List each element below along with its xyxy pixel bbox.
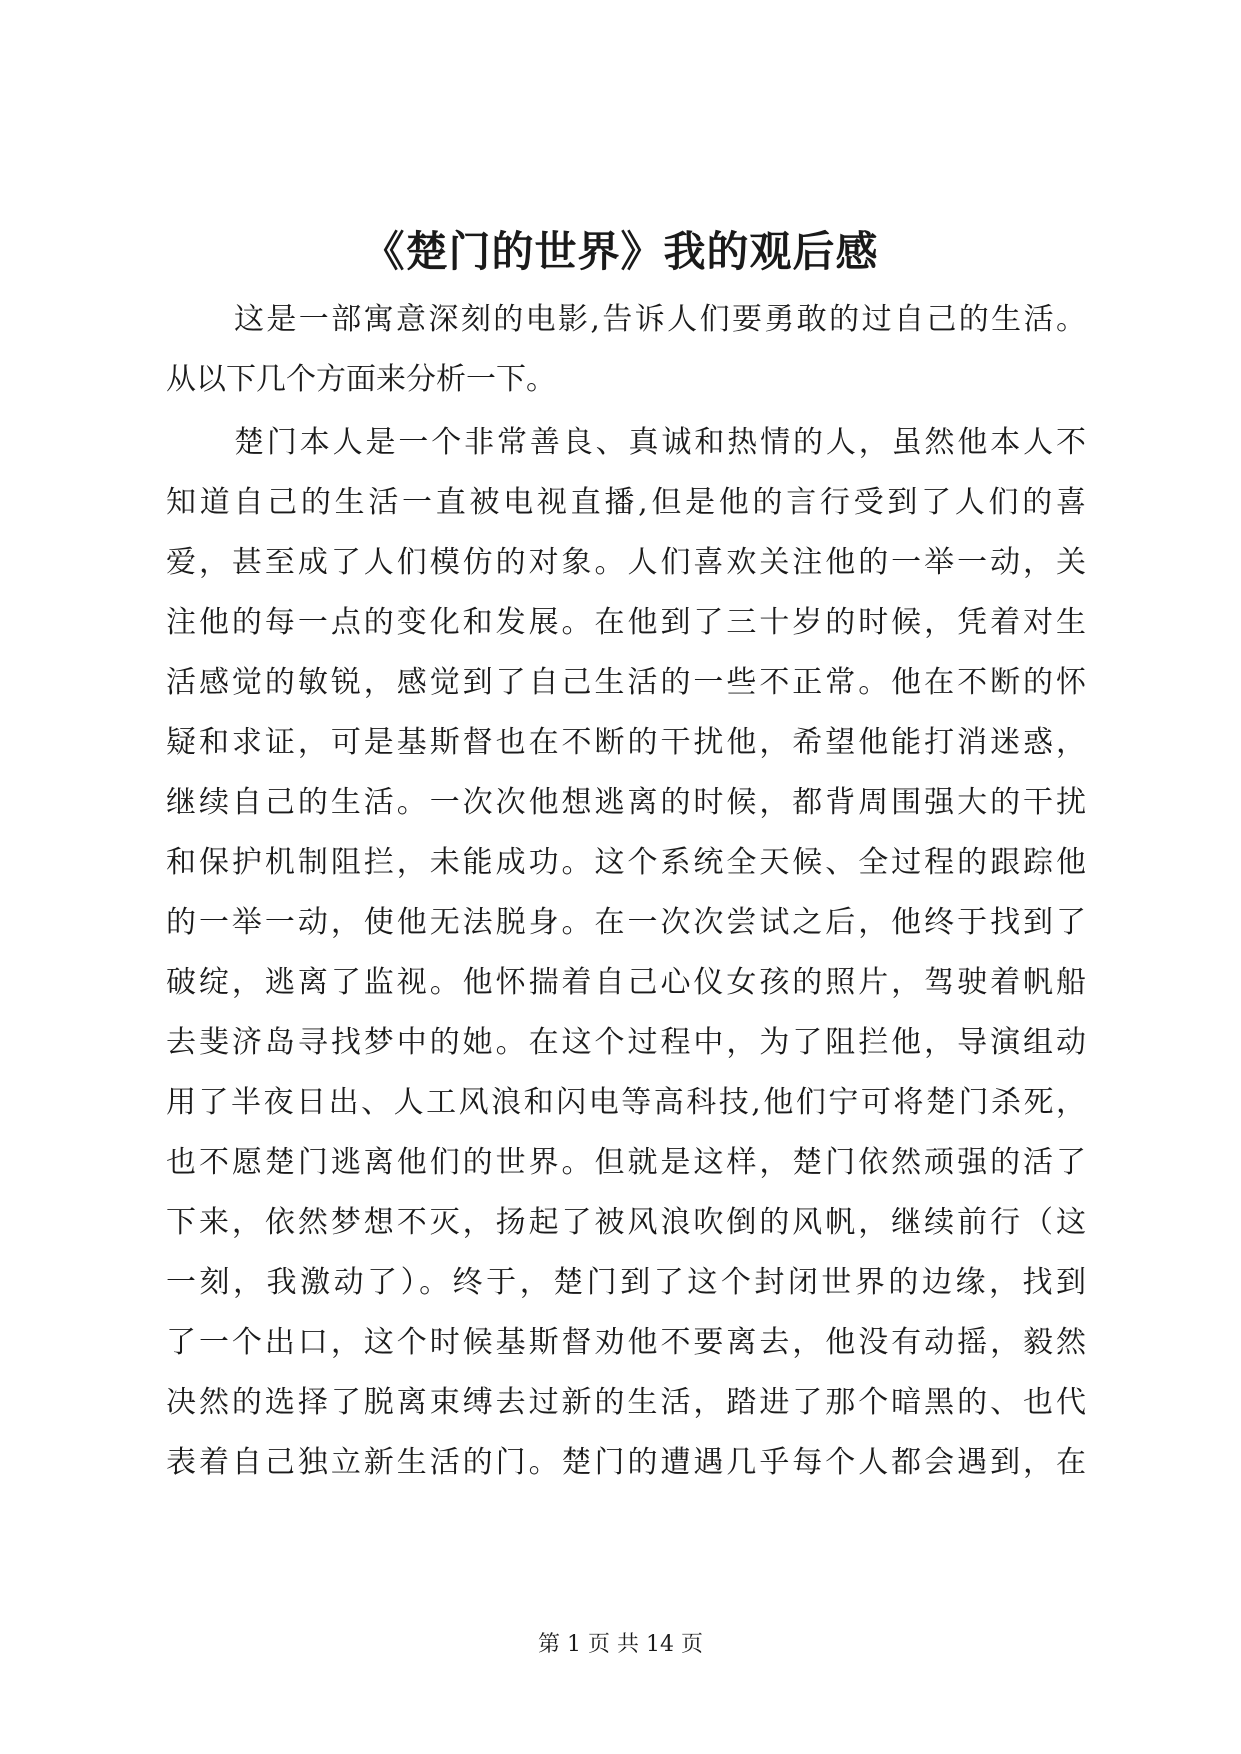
paragraph-2-line: 的一举一动，使他无法脱身。在一次次尝试之后，他终于找到了 (166, 905, 1086, 940)
paragraph-2-line: 表着自己独立新生活的门。楚门的遭遇几乎每个人都会遇到，在 (166, 1445, 1086, 1480)
paragraph-2-line: 继续自己的生活。一次次他想逃离的时候，都背周围强大的干扰 (166, 785, 1086, 820)
document-body (166, 290, 1086, 1493)
paragraph-1-line-2: 从以下几个方面来分析一下。 (166, 362, 556, 397)
paragraph-2-line: 一刻，我激动了）。终于，楚门到了这个封闭世界的边缘，找到 (166, 1265, 1086, 1300)
paragraph-2-line: 去斐济岛寻找梦中的她。在这个过程中，为了阻拦他，导演组动 (166, 1025, 1086, 1060)
document-title: 《楚门的世界》我的观后感 (362, 227, 879, 276)
paragraph-2-line: 知道自己的生活一直被电视直播,但是他的言行受到了人们的喜 (166, 485, 1086, 520)
paragraph-2-line: 也不愿楚门逃离他们的世界。但就是这样，楚门依然顽强的活了 (166, 1145, 1086, 1180)
paragraph-2-line: 用了半夜日出、人工风浪和闪电等高科技,他们宁可将楚门杀死， (166, 1085, 1086, 1120)
paragraph-2-line-1: 楚门本人是一个非常善良、真诚和热情的人，虽然他本人不 (234, 425, 1086, 460)
page-number-footer: 第 1 页 共 14 页 (538, 1632, 703, 1657)
paragraph-2-line: 和保护机制阻拦，未能成功。这个系统全天候、全过程的跟踪他 (166, 845, 1086, 880)
paragraph-2-line: 注他的每一点的变化和发展。在他到了三十岁的时候，凭着对生 (166, 605, 1086, 640)
paragraph-2-line: 了一个出口，这个时候基斯督劝他不要离去，他没有动摇，毅然 (166, 1325, 1086, 1360)
paragraph-2-line: 破绽，逃离了监视。他怀揣着自己心仪女孩的照片，驾驶着帆船 (166, 965, 1086, 1000)
paragraph-2-line: 决然的选择了脱离束缚去过新的生活，踏进了那个暗黑的、也代 (166, 1385, 1086, 1420)
paragraph-2-line: 活感觉的敏锐，感觉到了自己生活的一些不正常。他在不断的怀 (166, 665, 1086, 700)
paragraph-2-line: 爱，甚至成了人们模仿的对象。人们喜欢关注他的一举一动，关 (166, 545, 1086, 580)
paragraph-1-line-1: 这是一部寓意深刻的电影,告诉人们要勇敢的过自己的生活。 (234, 302, 1086, 337)
paragraph-2-line: 下来，依然梦想不灭，扬起了被风浪吹倒的风帆，继续前行（这 (166, 1205, 1086, 1240)
paragraph-2-line: 疑和求证，可是基斯督也在不断的干扰他，希望他能打消迷惑， (166, 725, 1086, 760)
